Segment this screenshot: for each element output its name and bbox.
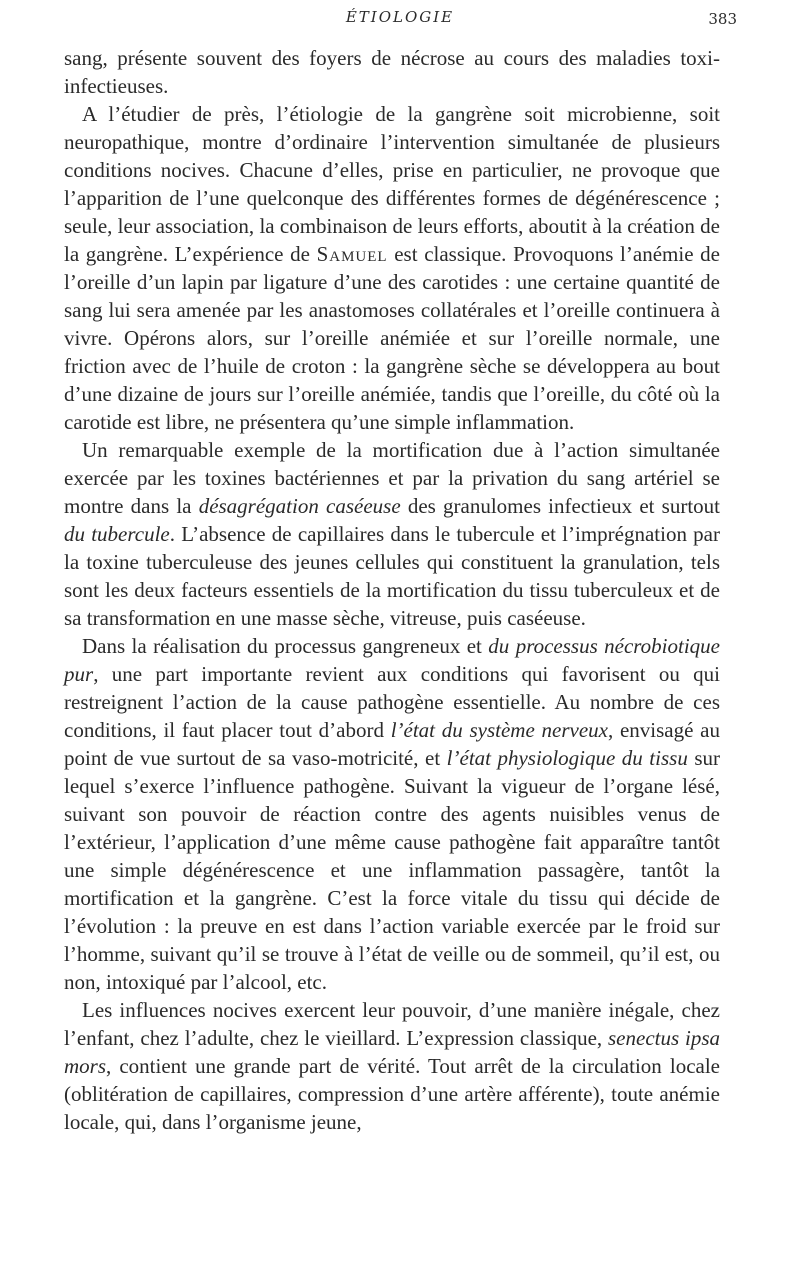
text-run: est classique. Provoquons l’anémie de l’oreille d’un lapin par ligature d’une des carotides : une certaine quantité de sang lui sera amenée par les anastomoses collatérales et l’oreille continuera à vivre. Opérons alors, sur l’oreille anémiée et sur l’oreille normale, une friction avec de l’huile de croton : la gangrène sèche se développera au bout d’une dizaine de jours sur l’oreille anémiée, tandis que l’oreille, du côté où la carotide est libre, ne présentera qu’une simple inflammation.	[64, 242, 720, 434]
italic-phrase: l’état physiologique du tissu	[446, 746, 688, 770]
text-run: , une part importante revient aux conditions qui favorisent ou qui restreignent l’action de la cause pathogène essentielle. Au nombre de ces conditions, il faut placer tout d’abord	[64, 662, 720, 742]
text-run: Un remarquable exemple de la mortification due à l’action simultanée exercée par les toxines bactériennes et par la privation du sang artériel se montre dans la	[64, 438, 720, 518]
paragraph	[64, 996, 720, 1136]
author-name: Samuel	[316, 242, 388, 266]
paragraph	[64, 100, 720, 436]
text-run: . L’absence de capillaires dans le tubercule et l’imprégnation par la toxine tuberculeuse des jeunes cellules qui constituent la granulation, tels sont les deux facteurs essentiels de la mortification du tissu tuberculeux et de sa transformation en une masse sèche, vitreuse, puis caséeuse.	[64, 522, 720, 630]
text-run: des granulomes infectieux et surtout	[400, 494, 720, 518]
italic-phrase: du processus nécrobiotique pur	[64, 634, 720, 686]
paragraph	[64, 44, 720, 100]
running-title: ÉTIOLOGIE	[345, 8, 455, 26]
paragraph	[64, 632, 720, 996]
text-run: A l’étudier de près, l’étiologie de la gangrène soit microbienne, soit neuropathique, montre d’ordinaire l’intervention simultanée de plusieurs conditions nocives. Chacune d’elles, prise en particulier, ne provoque que l’apparition de l’une quelconque des différentes formes de dégénérescence ; seule, leur association, la combinaison de leurs efforts, aboutit à la création de la gangrène. L’expérience de	[64, 102, 720, 266]
text-run: Les influences nocives exercent leur pouvoir, d’une manière inégale, chez l’enfant, chez l’adulte, chez le vieillard. L’expression classique,	[64, 998, 720, 1050]
page-number: 383	[708, 10, 737, 28]
paragraph	[64, 436, 720, 632]
italic-phrase: senectus ipsa mors	[64, 1026, 721, 1078]
text-run: Dans la réalisation du processus gangreneux et	[82, 634, 489, 658]
text-run: , envisagé au point de vue surtout de sa vaso-motricité, et	[64, 718, 720, 770]
italic-phrase: désagrégation caséeuse	[198, 494, 401, 518]
text-run: sang, présente souvent des foyers de nécrose au cours des maladies toxi-infectieuses.	[64, 46, 720, 98]
text-run: , contient une grande part de vérité. Tout arrêt de la circulation locale (oblitération de capillaires, compression d’une artère afférente), toute anémie locale, qui, dans l’organisme jeune,	[64, 1054, 720, 1134]
italic-phrase: du tubercule	[64, 522, 170, 546]
running-header	[130, 8, 737, 30]
text-run: sur lequel s’exerce l’influence pathogène. Suivant la vigueur de l’organe lésé, suivant son pouvoir de réaction contre des agents nuisibles venus de l’extérieur, l’application d’une même cause pathogène fait apparaître tantôt une simple dégénérescence et une inflammation passagère, tantôt la mortification et la gangrène. C’est la force vitale du tissu qui décide de l’évolution : la preuve en est dans l’action variable exercée par le froid sur l’homme, suivant qu’il se trouve à l’état de veille ou de sommeil, qu’il est, ou non, intoxiqué par l’alcool, etc.	[64, 746, 720, 994]
body-text	[64, 44, 720, 1136]
italic-phrase: l’état du système nerveux	[390, 718, 608, 742]
